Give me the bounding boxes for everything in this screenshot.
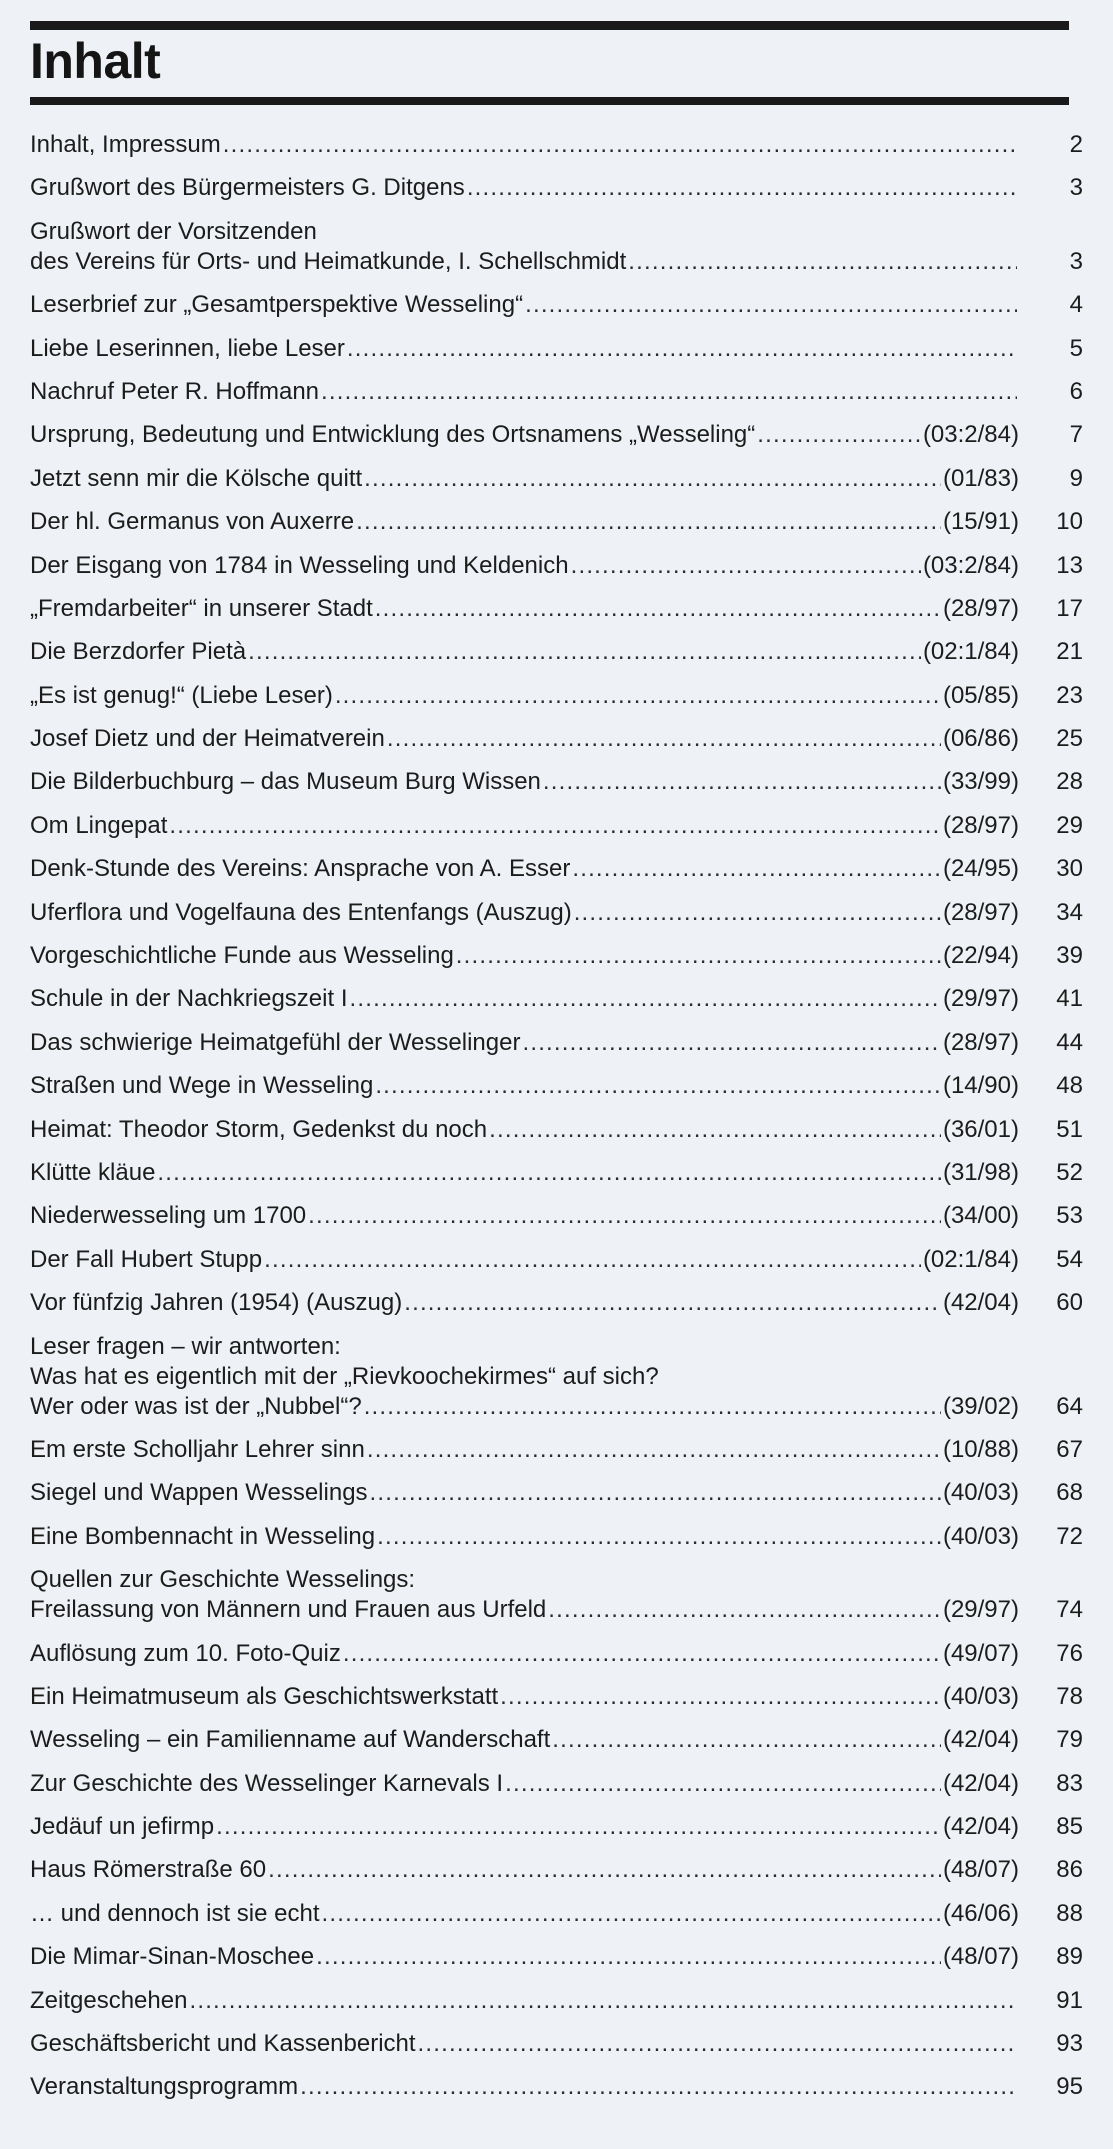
toc-entry-issue-ref: (29/97) (942, 985, 1019, 1013)
toc-entry-title: Geschäftsbericht und Kassenbericht (30, 2030, 416, 2058)
toc-entry-page-number: 89 (1056, 1943, 1083, 1971)
dot-leader (489, 1115, 941, 1145)
toc-entry-issue-ref: (03:2/84) (922, 421, 1019, 449)
toc-entry (30, 594, 1083, 624)
toc-entry-line (30, 637, 1083, 667)
toc-entry-issue-ref: (28/97) (942, 811, 1019, 839)
toc-entry (30, 1639, 1083, 1669)
toc-entry (30, 854, 1083, 884)
toc-entry (30, 334, 1083, 364)
toc-entry-title: des Vereins für Orts- und Heimatkunde, I. Schellschmidt (30, 247, 627, 275)
toc-entry-line (30, 247, 1083, 277)
toc-entry-line (30, 464, 1083, 494)
toc-entry-line (30, 1522, 1083, 1552)
dot-leader (308, 1201, 941, 1231)
toc-entry-title: „Fremdarbeiter“ in unserer Stadt (30, 594, 373, 622)
toc-entry-title: Schule in der Nachkriegszeit I (30, 985, 348, 1013)
toc-entry-title: Der hl. Germanus von Auxerre (30, 508, 355, 536)
toc-entry-page-number: 3 (1069, 247, 1083, 275)
toc-entry-page-number: 88 (1056, 1899, 1083, 1927)
toc-entry-line (30, 2072, 1083, 2102)
toc-entry (30, 1158, 1083, 1188)
toc-entry (30, 1942, 1083, 1972)
toc-entry-line (30, 290, 1083, 320)
dot-leader (364, 1392, 941, 1422)
dot-leader (757, 420, 921, 450)
toc-entry (30, 130, 1083, 160)
toc-entry (30, 1028, 1083, 1058)
toc-entry-title: Haus Römerstraße 60 (30, 1856, 267, 1884)
toc-entry-line (30, 811, 1083, 841)
toc-entry-title: Der Fall Hubert Stupp (30, 1245, 263, 1273)
toc-entry-title: Zur Geschichte des Wesselinger Karnevals I (30, 1769, 504, 1797)
toc-entry (30, 1899, 1083, 1929)
toc-entry (30, 1201, 1083, 1231)
toc-entry-title: Liebe Leserinnen, liebe Leser (30, 334, 345, 362)
top-rule (30, 21, 1069, 30)
toc-entry-title-line: Leser fragen – wir antworten: (30, 1332, 341, 1360)
dot-leader (248, 637, 921, 667)
toc-entry-line (30, 1639, 1083, 1669)
dot-leader (548, 1595, 941, 1625)
toc-entry-line (30, 898, 1083, 928)
dot-leader (367, 1435, 941, 1465)
toc-entry-issue-ref: (34/00) (942, 1202, 1019, 1230)
toc-entry-page-number: 51 (1056, 1115, 1083, 1143)
toc-entry-issue-ref: (48/07) (942, 1856, 1019, 1884)
toc-entry-title: Der Eisgang von 1784 in Wesseling und Keldenich (30, 551, 569, 579)
toc-entry-title: Heimat: Theodor Storm, Gedenkst du noch (30, 1115, 488, 1143)
toc-entry-issue-ref: (28/97) (942, 594, 1019, 622)
toc-entry-title: Ursprung, Bedeutung und Entwicklung des Ortsnamens „Wesseling“ (30, 421, 756, 449)
toc-entry-line (30, 1071, 1083, 1101)
toc-entry-title: Ein Heimatmuseum als Geschichtswerkstatt (30, 1682, 499, 1710)
toc-entry (30, 420, 1083, 450)
toc-entry-issue-ref: (24/95) (942, 855, 1019, 883)
toc-entry-page-number: 41 (1056, 985, 1083, 1013)
toc-entry-title: Wesseling – ein Familienname auf Wanderschaft (30, 1726, 551, 1754)
toc-entry (30, 1522, 1083, 1552)
toc-entry-page-number: 54 (1056, 1245, 1083, 1273)
toc-entry-line (30, 1028, 1083, 1058)
toc-entry-line (30, 1115, 1083, 1145)
toc-entry-issue-ref: (42/04) (942, 1726, 1019, 1754)
dot-leader (189, 1986, 1017, 2016)
dot-leader (347, 334, 1017, 364)
toc-entry-line (30, 173, 1083, 203)
toc-entry-page-number: 13 (1056, 551, 1083, 579)
toc-entry-issue-ref: (39/02) (942, 1392, 1019, 1420)
toc-entry-page-number: 4 (1069, 291, 1083, 319)
toc-entry-page-number: 68 (1056, 1479, 1083, 1507)
toc-entry (30, 984, 1083, 1014)
toc-entry-line (30, 1855, 1083, 1885)
toc-entry-issue-ref: (49/07) (942, 1639, 1019, 1667)
toc-entry-page-number: 34 (1056, 898, 1083, 926)
toc-entry-page-number: 52 (1056, 1158, 1083, 1186)
toc-entry-page-number: 74 (1056, 1596, 1083, 1624)
toc-entry-title: Inhalt, Impressum (30, 131, 221, 158)
toc-entry-line (30, 941, 1083, 971)
toc-entry-title: Zeitgeschehen (30, 1986, 188, 2014)
toc-entry-page-number: 85 (1056, 1813, 1083, 1841)
toc-entry-page-number: 5 (1069, 334, 1083, 362)
toc-entry-title: Siegel und Wappen Wesselings (30, 1479, 368, 1507)
dot-leader (157, 1158, 941, 1188)
toc-entry-title: … und dennoch ist sie echt (30, 1899, 320, 1927)
dot-leader (543, 767, 941, 797)
toc-entry (30, 2072, 1083, 2102)
toc-entry-page-number: 53 (1056, 1202, 1083, 1230)
toc-entry-page-number: 21 (1056, 638, 1083, 666)
toc-entry-line (30, 854, 1083, 884)
toc-entry-page-number: 67 (1056, 1435, 1083, 1463)
toc-entry-page-number: 25 (1056, 725, 1083, 753)
toc-entry (30, 2029, 1083, 2059)
toc-entry-issue-ref: (02:1/84) (922, 1245, 1019, 1273)
dot-leader (335, 681, 941, 711)
dot-leader (387, 724, 941, 754)
dot-leader (268, 1855, 941, 1885)
dot-leader (404, 1288, 941, 1318)
toc-entry-line (30, 767, 1083, 797)
toc-entry-title: Jetzt senn mir die Kölsche quitt (30, 464, 363, 492)
toc-entry (30, 1986, 1083, 2016)
toc-entry (30, 377, 1083, 407)
toc-entry-page-number: 86 (1056, 1856, 1083, 1884)
dot-leader (522, 1028, 941, 1058)
dot-leader (216, 1812, 941, 1842)
dot-leader (370, 1478, 941, 1508)
toc-entry-line (30, 1769, 1083, 1799)
toc-entry-issue-ref: (28/97) (942, 1028, 1019, 1056)
toc-entry (30, 767, 1083, 797)
toc-entry (30, 551, 1083, 581)
toc-entry-line (30, 420, 1083, 450)
toc-entry (30, 1071, 1083, 1101)
toc-entry-page-number: 9 (1069, 464, 1083, 492)
toc-entry-title: Josef Dietz und der Heimatverein (30, 725, 385, 753)
toc-entry-page-number: 83 (1056, 1769, 1083, 1797)
toc-entry (30, 1288, 1083, 1318)
dot-leader (264, 1245, 921, 1275)
toc-entry-page-number: 44 (1056, 1028, 1083, 1056)
toc-entry-issue-ref: (42/04) (942, 1289, 1019, 1317)
toc-entry-line (30, 507, 1083, 537)
dot-leader (375, 594, 941, 624)
toc-entry-page-number: 78 (1056, 1682, 1083, 1710)
toc-entry (30, 464, 1083, 494)
toc-entry-line (30, 1725, 1083, 1755)
toc-entry-issue-ref: (14/90) (942, 1072, 1019, 1100)
dot-leader (456, 941, 941, 971)
toc-entry (30, 290, 1083, 320)
toc-entry-title: Die Mimar-Sinan-Moschee (30, 1943, 315, 1971)
toc-entry-line (30, 2029, 1083, 2059)
toc-entry-issue-ref: (28/97) (942, 898, 1019, 926)
toc-entry-line (30, 724, 1083, 754)
toc-entry (30, 1332, 1083, 1422)
toc-entry (30, 898, 1083, 928)
toc-entry (30, 173, 1083, 203)
toc-entry-title: Niederwesseling um 1700 (30, 1202, 307, 1230)
toc-entry-title: Eine Bombennacht in Wesseling (30, 1522, 376, 1550)
toc-entry (30, 217, 1083, 277)
toc-entry-issue-ref: (29/97) (942, 1596, 1019, 1624)
toc-entry-line (30, 1435, 1083, 1465)
toc-entry (30, 1565, 1083, 1625)
dot-leader (375, 1071, 941, 1101)
toc-entry-issue-ref: (48/07) (942, 1943, 1019, 1971)
toc-entry-issue-ref: (05/85) (942, 681, 1019, 709)
toc-entry-page-number: 48 (1056, 1072, 1083, 1100)
page-title: Inhalt (30, 33, 161, 89)
dot-leader (552, 1725, 941, 1755)
dot-leader (300, 2072, 1017, 2102)
toc-entry-line (30, 594, 1083, 624)
toc-entry (30, 941, 1083, 971)
table-of-contents (30, 130, 1083, 2116)
toc-entry-title: Klütte kläue (30, 1158, 156, 1186)
toc-entry-page-number: 6 (1069, 377, 1083, 405)
toc-entry-line (30, 681, 1083, 711)
toc-entry-title: Wer oder was ist der „Nubbel“? (30, 1392, 362, 1420)
toc-entry-line (30, 1392, 1083, 1422)
toc-entry (30, 507, 1083, 537)
toc-entry-title: Freilassung von Männern und Frauen aus Urfeld (30, 1596, 547, 1624)
toc-entry-title: Uferflora und Vogelfauna des Entenfangs (Auszug) (30, 898, 572, 926)
toc-entry-line (30, 1478, 1083, 1508)
toc-entry-page-number: 91 (1056, 1986, 1083, 2014)
toc-entry-page-number: 2 (1069, 131, 1083, 158)
toc-entry-title: Jedäuf un jefirmp (30, 1813, 215, 1841)
toc-entry-page-number: 23 (1056, 681, 1083, 709)
dot-leader (377, 1522, 941, 1552)
toc-entry (30, 681, 1083, 711)
toc-entry-page-number: 28 (1056, 768, 1083, 796)
toc-entry-line (30, 1201, 1083, 1231)
toc-entry-page-number: 39 (1056, 942, 1083, 970)
toc-entry (30, 1855, 1083, 1885)
toc-entry (30, 1478, 1083, 1508)
dot-leader (169, 811, 941, 841)
dot-leader (356, 507, 941, 537)
toc-entry-issue-ref: (40/03) (942, 1682, 1019, 1710)
toc-entry-page-number: 30 (1056, 855, 1083, 883)
toc-entry-line (30, 551, 1083, 581)
toc-entry-line (30, 1812, 1083, 1842)
toc-entry-title: Die Bilderbuchburg – das Museum Burg Wissen (30, 768, 541, 796)
toc-entry-issue-ref: (33/99) (942, 768, 1019, 796)
toc-entry-title: Vorgeschichtliche Funde aus Wesseling (30, 942, 454, 970)
toc-entry-page-number: 79 (1056, 1726, 1083, 1754)
dot-leader (349, 984, 940, 1014)
toc-entry-issue-ref: (36/01) (942, 1115, 1019, 1143)
toc-entry-line (30, 1158, 1083, 1188)
toc-entry-page-number: 60 (1056, 1289, 1083, 1317)
toc-entry-issue-ref: (01/83) (942, 464, 1019, 492)
toc-entry-line (30, 1682, 1083, 1712)
toc-entry-line (30, 1595, 1083, 1625)
dot-leader (525, 290, 1017, 320)
toc-entry-page-number: 3 (1069, 174, 1083, 202)
toc-entry (30, 637, 1083, 667)
toc-entry-issue-ref: (22/94) (942, 942, 1019, 970)
toc-entry (30, 1245, 1083, 1275)
toc-entry-issue-ref: (42/04) (942, 1813, 1019, 1841)
toc-entry-issue-ref: (06/86) (942, 725, 1019, 753)
toc-entry (30, 1682, 1083, 1712)
toc-entry-page-number: 7 (1069, 421, 1083, 449)
toc-entry-page-number: 64 (1056, 1392, 1083, 1420)
toc-entry-page-number: 93 (1056, 2030, 1083, 2058)
toc-entry (30, 811, 1083, 841)
dot-leader (418, 2029, 1017, 2059)
dot-leader (574, 898, 941, 928)
toc-entry-issue-ref: (40/03) (942, 1522, 1019, 1550)
toc-entry-title: Auflösung zum 10. Foto-Quiz (30, 1639, 341, 1667)
dot-leader (505, 1769, 941, 1799)
toc-entry-title: Em erste Scholljahr Lehrer sinn (30, 1435, 365, 1463)
toc-entry-title: Nachruf Peter R. Hoffmann (30, 377, 320, 405)
toc-entry-line (30, 130, 1083, 160)
toc-entry-title-line: Quellen zur Geschichte Wesselings: (30, 1566, 416, 1594)
dot-leader (467, 173, 1017, 203)
toc-entry (30, 1115, 1083, 1145)
toc-entry-page-number: 95 (1056, 2073, 1083, 2101)
dot-leader (572, 854, 941, 884)
dot-leader (364, 464, 941, 494)
toc-entry-line (30, 1986, 1083, 2016)
toc-entry-issue-ref: (31/98) (942, 1158, 1019, 1186)
toc-entry-title: Veranstaltungsprogramm (30, 2073, 299, 2101)
toc-entry-line (30, 1942, 1083, 1972)
dot-leader (628, 247, 1017, 277)
dot-leader (316, 1942, 941, 1972)
toc-entry-title: Das schwierige Heimatgefühl der Wesselinger (30, 1028, 521, 1056)
dot-leader (343, 1639, 941, 1669)
toc-entry-issue-ref: (02:1/84) (922, 638, 1019, 666)
toc-entry-issue-ref: (40/03) (942, 1479, 1019, 1507)
toc-entry-issue-ref: (15/91) (942, 508, 1019, 536)
toc-entry-line (30, 1899, 1083, 1929)
toc-entry-title: Die Berzdorfer Pietà (30, 638, 247, 666)
toc-entry-page-number: 72 (1056, 1522, 1083, 1550)
toc-entry-page-number: 29 (1056, 811, 1083, 839)
toc-entry-title: Vor fünfzig Jahren (1954) (Auszug) (30, 1289, 403, 1317)
toc-entry-title: Straßen und Wege in Wesseling (30, 1072, 374, 1100)
toc-entry-line (30, 984, 1083, 1014)
toc-entry-title-line: Was hat es eigentlich mit der „Rievkoochekirmes“ auf sich? (30, 1362, 659, 1390)
toc-entry-line (30, 1288, 1083, 1318)
toc-entry (30, 1812, 1083, 1842)
toc-entry-title: Leserbrief zur „Gesamtperspektive Wesseling“ (30, 291, 524, 319)
toc-entry-line (30, 334, 1083, 364)
dot-leader (223, 130, 1017, 160)
toc-entry-title-line: Grußwort der Vorsitzenden (30, 217, 317, 245)
toc-entry-page-number: 76 (1056, 1639, 1083, 1667)
toc-entry-title: Grußwort des Bürgermeisters G. Ditgens (30, 174, 465, 202)
dot-leader (322, 1899, 941, 1929)
toc-entry (30, 724, 1083, 754)
toc-entry-issue-ref: (10/88) (942, 1435, 1019, 1463)
toc-entry (30, 1725, 1083, 1755)
toc-entry-issue-ref: (42/04) (942, 1769, 1019, 1797)
toc-entry-issue-ref: (03:2/84) (922, 551, 1019, 579)
toc-entry-title: „Es ist genug!“ (Liebe Leser) (30, 681, 333, 709)
toc-entry-issue-ref: (46/06) (942, 1899, 1019, 1927)
toc-entry-line (30, 377, 1083, 407)
toc-entry (30, 1435, 1083, 1465)
toc-entry-page-number: 10 (1056, 508, 1083, 536)
dot-leader (571, 551, 921, 581)
toc-entry-title: Om Lingepat (30, 811, 168, 839)
toc-entry-page-number: 17 (1056, 594, 1083, 622)
dot-leader (500, 1682, 941, 1712)
toc-entry-title: Denk-Stunde des Vereins: Ansprache von A. Esser (30, 855, 571, 883)
title-underline-rule (30, 97, 1069, 105)
dot-leader (321, 377, 1017, 407)
toc-entry (30, 1769, 1083, 1799)
toc-entry-line (30, 1245, 1083, 1275)
